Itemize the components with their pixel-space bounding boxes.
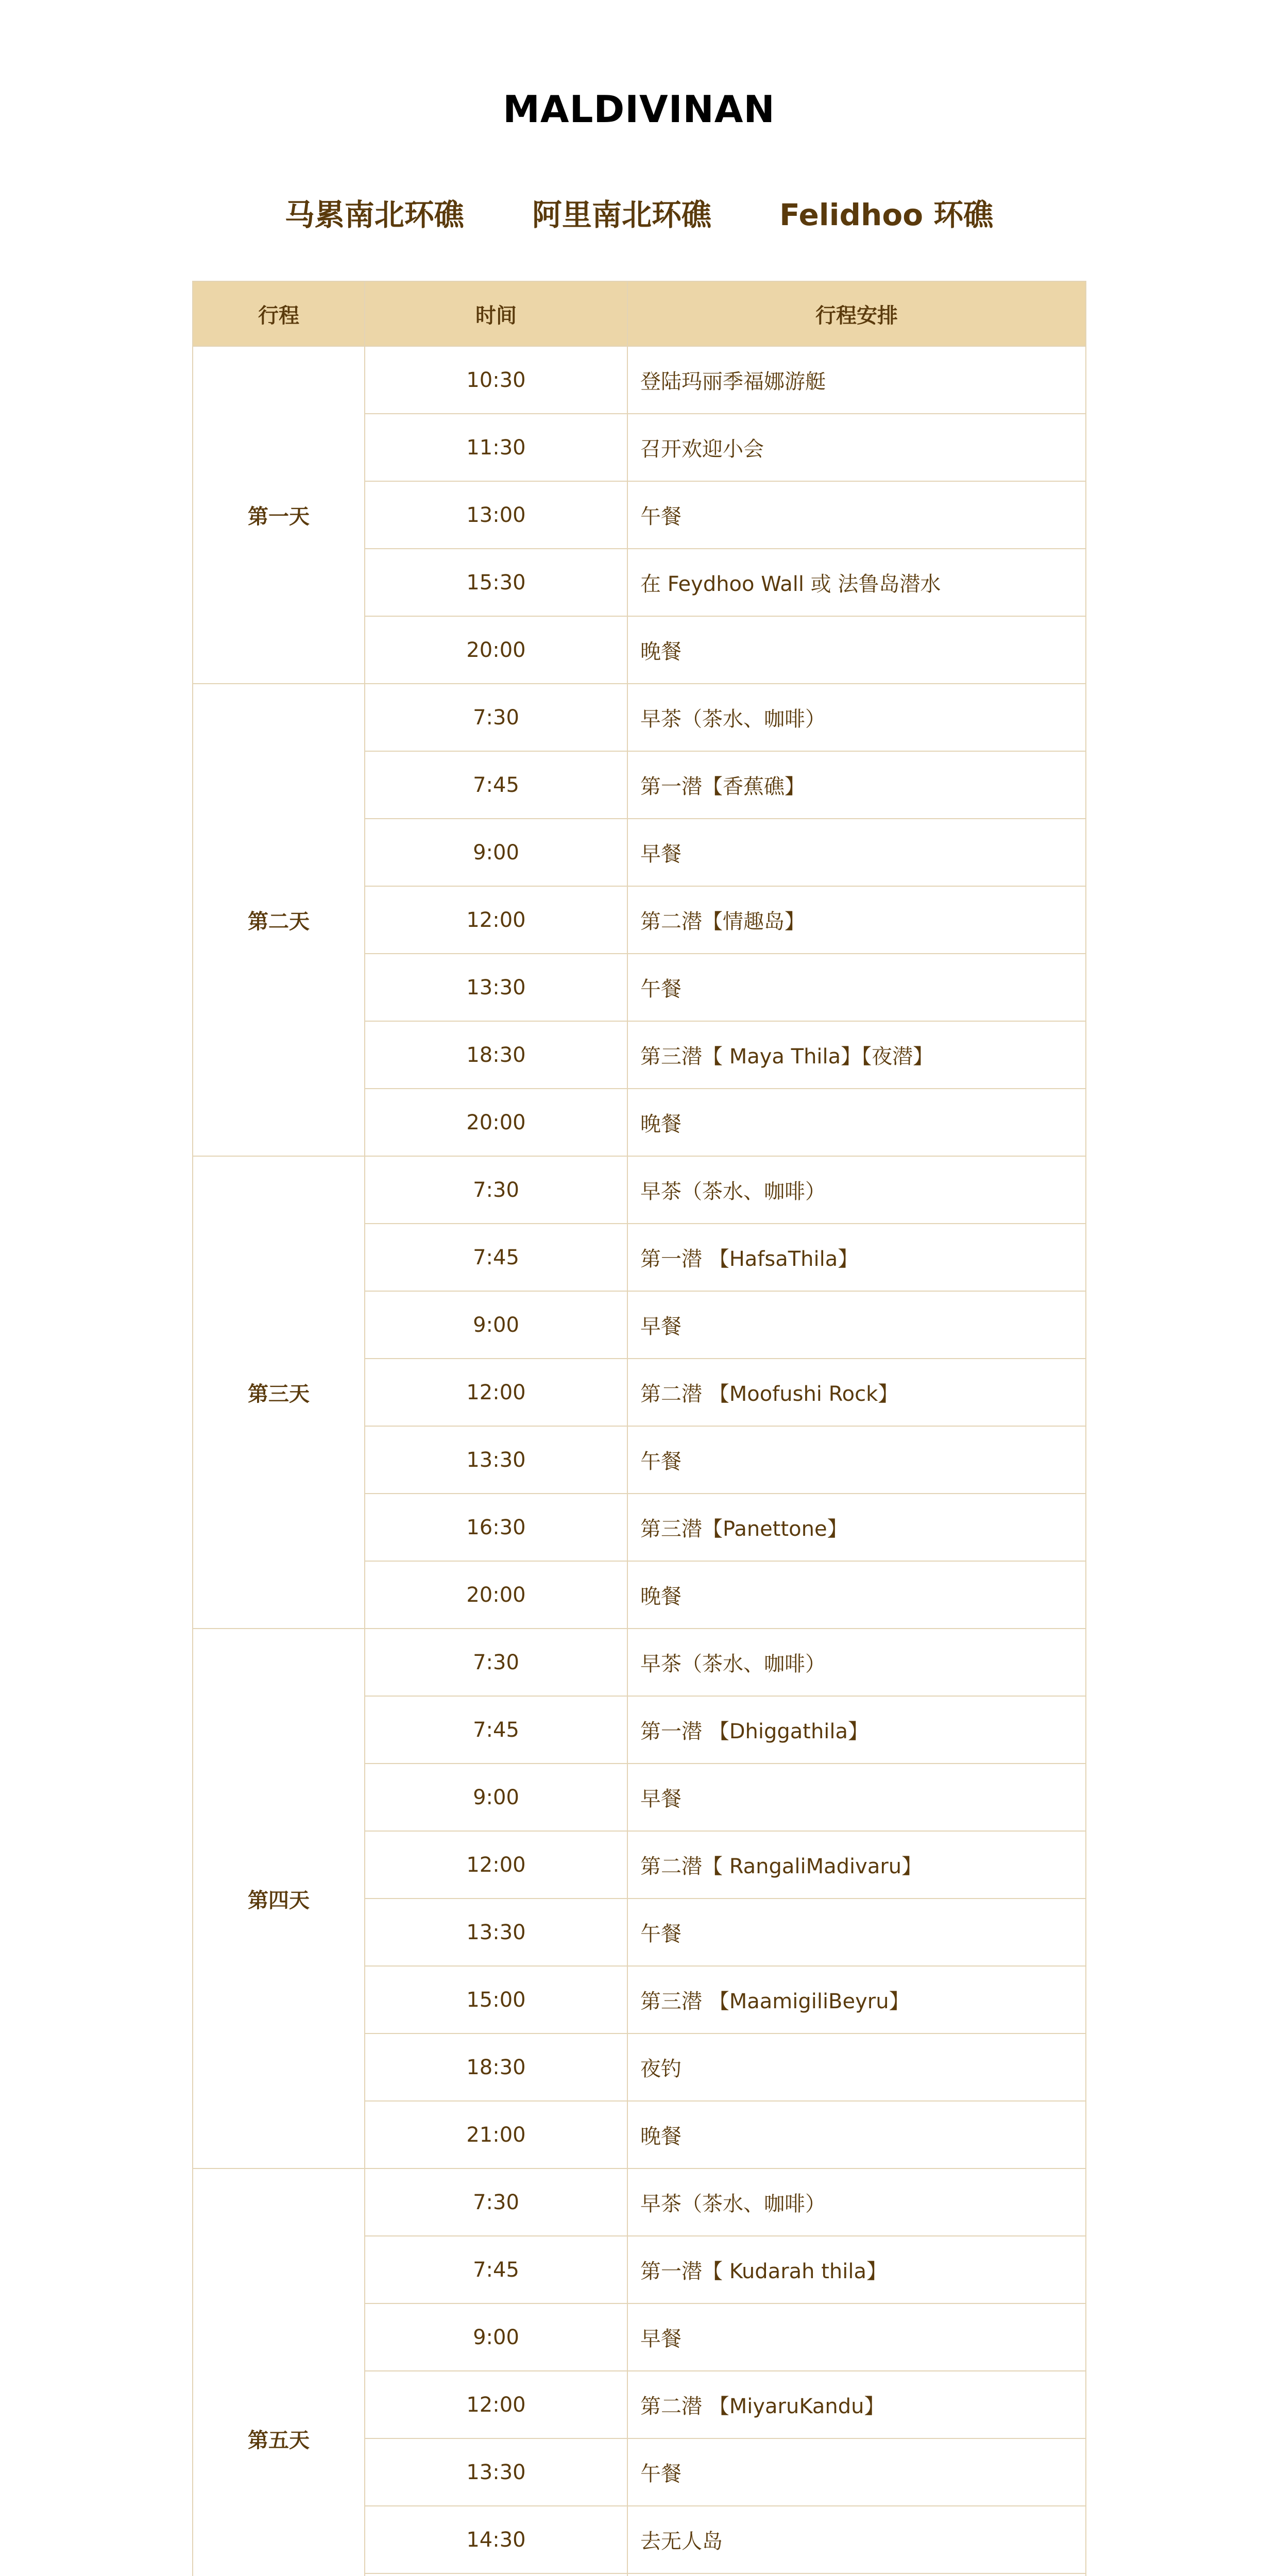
time-cell: 18:30 — [365, 1021, 627, 1089]
time-cell: 10:30 — [365, 346, 627, 414]
time-cell: 20:00 — [365, 616, 627, 684]
table-header-row — [193, 281, 1086, 346]
time-cell: 9:00 — [365, 1291, 627, 1359]
time-cell: 7:30 — [365, 1156, 627, 1224]
table-row — [193, 1156, 1086, 1224]
time-cell: 21:00 — [365, 2101, 627, 2168]
activity-cell: 召开欢迎小会 — [627, 414, 1086, 481]
day-label: 第一天 — [193, 346, 365, 684]
activity-cell: 第三潜【Panettone】 — [627, 1494, 1086, 1561]
activity-cell: 第二潜 【Moofushi Rock】 — [627, 1359, 1086, 1426]
activity-cell: 晚餐 — [627, 616, 1086, 684]
atoll-name: Felidhoo 环礁 — [779, 197, 994, 232]
header-day: 行程 — [193, 281, 365, 346]
activity-cell: 午餐 — [627, 1899, 1086, 1966]
activity-cell: 早餐 — [627, 1764, 1086, 1831]
time-cell: 16:30 — [365, 1494, 627, 1561]
activity-cell: 第三潜 【MaamigiliBeyru】 — [627, 1966, 1086, 2033]
atoll-name: 阿里南北环礁 — [532, 197, 711, 232]
header-time: 时间 — [365, 281, 627, 346]
header-activity: 行程安排 — [627, 281, 1086, 346]
itinerary-table — [192, 281, 1086, 2576]
day-label: 第三天 — [193, 1156, 365, 1629]
activity-cell: 在 Feydhoo Wall 或 法鲁岛潜水 — [627, 549, 1086, 616]
time-cell: 12:00 — [365, 2371, 627, 2438]
time-cell: 7:45 — [365, 751, 627, 819]
time-cell: 13:30 — [365, 954, 627, 1021]
activity-cell: 早餐 — [627, 1291, 1086, 1359]
activity-cell: 第一潜 【Dhiggathila】 — [627, 1696, 1086, 1764]
activity-cell: 第三潜【 Maya Thila】【夜潜】 — [627, 1021, 1086, 1089]
time-cell: 7:45 — [365, 1224, 627, 1291]
table-row — [193, 1629, 1086, 1696]
table-row — [193, 346, 1086, 414]
itinerary-body — [193, 346, 1086, 2576]
day-label: 第二天 — [193, 684, 365, 1156]
time-cell: 7:45 — [365, 2236, 627, 2303]
page-title: MALDIVINAN — [503, 88, 775, 131]
time-cell: 7:30 — [365, 1629, 627, 1696]
activity-cell — [627, 2573, 1086, 2576]
time-cell: 7:45 — [365, 1696, 627, 1764]
time-cell: 11:30 — [365, 414, 627, 481]
activity-cell: 夜钓 — [627, 2033, 1086, 2101]
activity-cell: 第二潜【情趣岛】 — [627, 886, 1086, 954]
table-row — [193, 2168, 1086, 2236]
time-cell: 9:00 — [365, 819, 627, 886]
time-cell: 13:30 — [365, 1426, 627, 1494]
activity-cell: 晚餐 — [627, 1561, 1086, 1629]
day-label: 第五天 — [193, 2168, 365, 2576]
atoll-list — [0, 191, 1278, 234]
activity-cell: 早茶（茶水、咖啡） — [627, 1156, 1086, 1224]
time-cell: 13:00 — [365, 481, 627, 549]
activity-cell: 早茶（茶水、咖啡） — [627, 2168, 1086, 2236]
time-cell: 12:00 — [365, 886, 627, 954]
activity-cell: 第二潜 【MiyaruKandu】 — [627, 2371, 1086, 2438]
activity-cell: 午餐 — [627, 2438, 1086, 2506]
time-cell: 12:00 — [365, 1359, 627, 1426]
time-cell: 12:00 — [365, 1831, 627, 1899]
activity-cell: 去无人岛 — [627, 2506, 1086, 2573]
time-cell: 18:30 — [365, 2033, 627, 2101]
time-cell: 14:30 — [365, 2506, 627, 2573]
activity-cell: 第一潜【香蕉礁】 — [627, 751, 1086, 819]
time-cell: 20:00 — [365, 1089, 627, 1156]
activity-cell: 早餐 — [627, 2303, 1086, 2371]
activity-cell: 午餐 — [627, 1426, 1086, 1494]
activity-cell: 第一潜【 Kudarah thila】 — [627, 2236, 1086, 2303]
atoll-name: 马累南北环礁 — [284, 197, 464, 232]
time-cell: 7:30 — [365, 2168, 627, 2236]
time-cell: 9:00 — [365, 1764, 627, 1831]
time-cell: 13:30 — [365, 2438, 627, 2506]
table-row — [193, 684, 1086, 751]
activity-cell: 午餐 — [627, 481, 1086, 549]
activity-cell: 早茶（茶水、咖啡） — [627, 1629, 1086, 1696]
activity-cell: 午餐 — [627, 954, 1086, 1021]
time-cell: 15:00 — [365, 1966, 627, 2033]
activity-cell: 登陆玛丽季福娜游艇 — [627, 346, 1086, 414]
time-cell: 13:30 — [365, 1899, 627, 1966]
time-cell — [365, 2573, 627, 2576]
activity-cell: 第一潜 【HafsaThila】 — [627, 1224, 1086, 1291]
day-label: 第四天 — [193, 1629, 365, 2168]
time-cell: 20:00 — [365, 1561, 627, 1629]
activity-cell: 早餐 — [627, 819, 1086, 886]
time-cell: 15:30 — [365, 549, 627, 616]
time-cell: 7:30 — [365, 684, 627, 751]
activity-cell: 早茶（茶水、咖啡） — [627, 684, 1086, 751]
time-cell: 9:00 — [365, 2303, 627, 2371]
activity-cell: 晚餐 — [627, 1089, 1086, 1156]
activity-cell: 晚餐 — [627, 2101, 1086, 2168]
activity-cell: 第二潜【 RangaliMadivaru】 — [627, 1831, 1086, 1899]
